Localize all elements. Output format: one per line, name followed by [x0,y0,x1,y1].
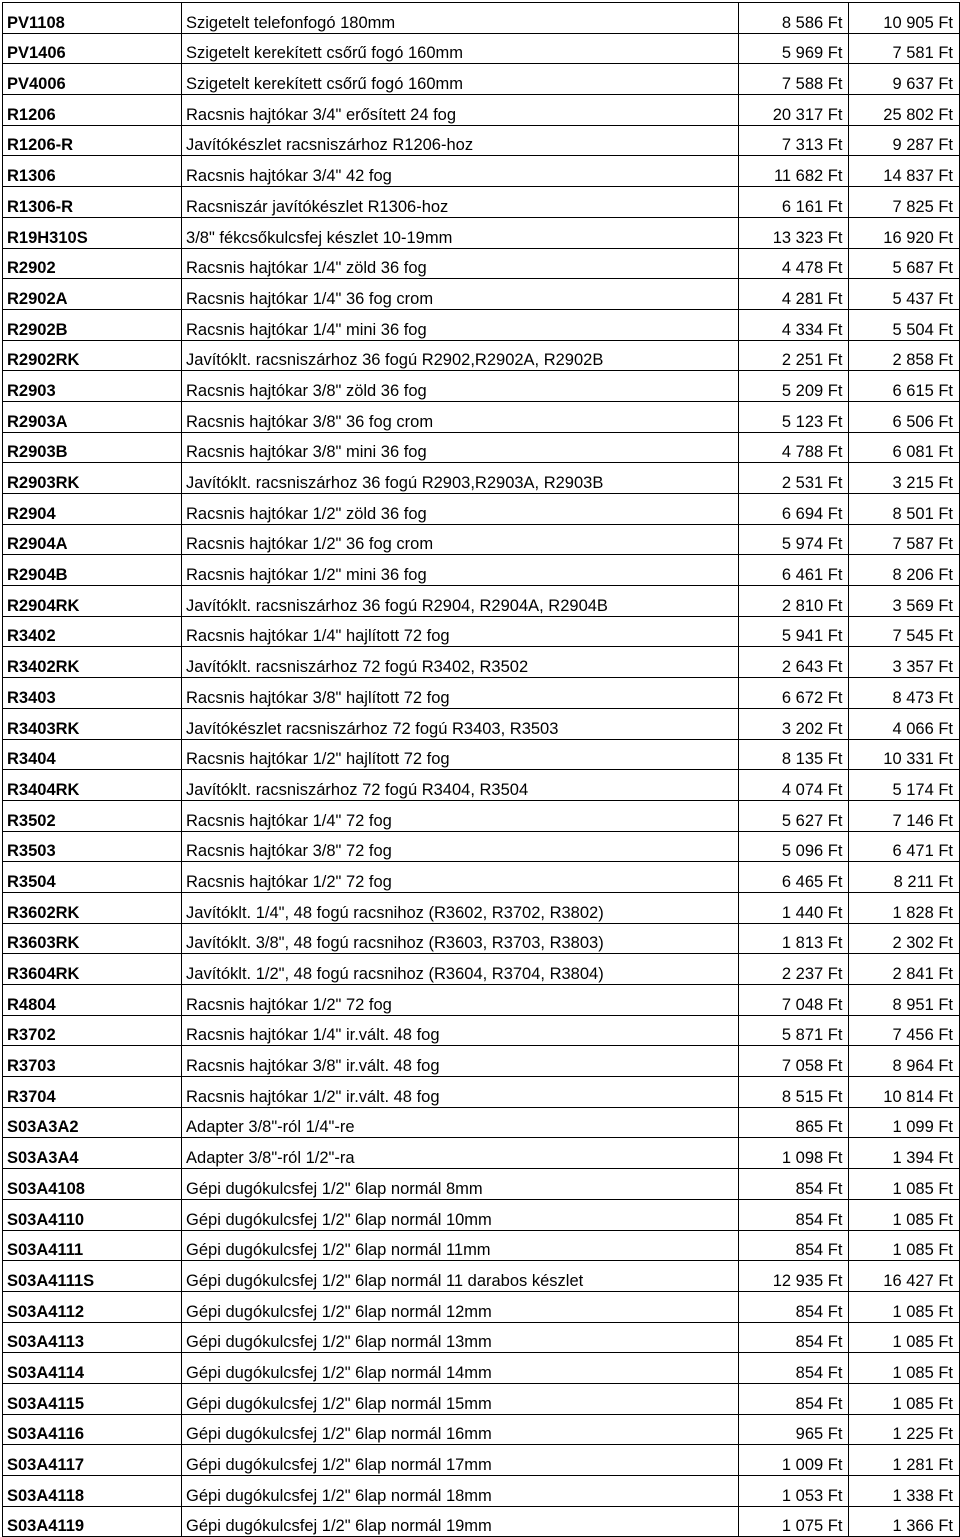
net-price-cell: 854 Ft [738,1291,849,1322]
gross-price-cell: 1 338 Ft [849,1476,960,1507]
product-description-cell: Javítóklt. 1/2", 48 fogú racsnihoz (R3604, R3704, R3804) [182,954,739,985]
table-row [3,800,960,831]
table-row [3,892,960,923]
net-price-cell: 1 813 Ft [738,923,849,954]
product-description-cell: Javítóklt. 1/4", 48 fogú racsnihoz (R3602, R3702, R3802) [182,892,739,923]
product-code-cell: R19H310S [3,217,182,248]
product-description-cell: Racsnis hajtókar 3/8" mini 36 fog [182,432,739,463]
net-price-cell: 4 334 Ft [738,309,849,340]
product-description-cell: Racsniszár javítókészlet R1306-hoz [182,187,739,218]
product-code-cell: S03A4110 [3,1199,182,1230]
net-price-cell: 2 643 Ft [738,647,849,678]
table-row [3,3,960,34]
net-price-cell: 6 465 Ft [738,862,849,893]
table-row [3,1107,960,1138]
gross-price-cell: 10 814 Ft [849,1077,960,1108]
gross-price-cell: 5 687 Ft [849,248,960,279]
table-row [3,340,960,371]
product-code-cell: S03A4115 [3,1383,182,1414]
product-description-cell: Javítókészlet racsniszárhoz 72 fogú R3403, R3503 [182,708,739,739]
product-description-cell: Racsnis hajtókar 1/4" mini 36 fog [182,309,739,340]
product-code-cell: R3604RK [3,954,182,985]
net-price-cell: 2 237 Ft [738,954,849,985]
table-row [3,187,960,218]
net-price-cell: 5 123 Ft [738,401,849,432]
product-code-cell: R1306-R [3,187,182,218]
product-description-cell: Javítókészlet racsniszárhoz R1206-hoz [182,125,739,156]
product-description-cell: Javítóklt. racsniszárhoz 36 fogú R2902,R2902A, R2902B [182,340,739,371]
product-code-cell: R3403 [3,678,182,709]
gross-price-cell: 8 964 Ft [849,1046,960,1077]
table-row [3,494,960,525]
product-description-cell: Racsnis hajtókar 3/8" 72 fog [182,831,739,862]
table-row [3,432,960,463]
product-description-cell: Racsnis hajtókar 3/8" ir.vált. 48 fog [182,1046,739,1077]
table-row [3,95,960,126]
table-row [3,371,960,402]
product-code-cell: R2903B [3,432,182,463]
product-description-cell: Racsnis hajtókar 1/4" ir.vált. 48 fog [182,1015,739,1046]
table-row [3,1476,960,1507]
product-description-cell: Racsnis hajtókar 1/4" zöld 36 fog [182,248,739,279]
product-code-cell: S03A4114 [3,1353,182,1384]
net-price-cell: 3 202 Ft [738,708,849,739]
product-description-cell: Racsnis hajtókar 1/2" 36 fog crom [182,524,739,555]
product-description-cell: Gépi dugókulcsfej 1/2" 6lap normál 12mm [182,1291,739,1322]
table-row [3,1015,960,1046]
net-price-cell: 12 935 Ft [738,1261,849,1292]
net-price-cell: 6 161 Ft [738,187,849,218]
gross-price-cell: 8 211 Ft [849,862,960,893]
gross-price-cell: 25 802 Ft [849,95,960,126]
gross-price-cell: 1 085 Ft [849,1199,960,1230]
net-price-cell: 854 Ft [738,1199,849,1230]
net-price-cell: 6 694 Ft [738,494,849,525]
gross-price-cell: 3 357 Ft [849,647,960,678]
product-description-cell: Szigetelt kerekített csőrű fogó 160mm [182,64,739,95]
net-price-cell: 4 478 Ft [738,248,849,279]
product-code-cell: S03A4108 [3,1169,182,1200]
gross-price-cell: 1 828 Ft [849,892,960,923]
gross-price-cell: 1 225 Ft [849,1414,960,1445]
table-row [3,1199,960,1230]
table-row [3,64,960,95]
gross-price-cell: 1 085 Ft [849,1169,960,1200]
gross-price-cell: 8 206 Ft [849,555,960,586]
product-code-cell: R2904RK [3,586,182,617]
gross-price-cell: 2 858 Ft [849,340,960,371]
net-price-cell: 7 058 Ft [738,1046,849,1077]
product-code-cell: R3502 [3,800,182,831]
gross-price-cell: 2 841 Ft [849,954,960,985]
product-code-cell: PV4006 [3,64,182,95]
product-code-cell: PV1108 [3,3,182,34]
table-row [3,401,960,432]
table-row [3,1291,960,1322]
table-row [3,248,960,279]
product-description-cell: Gépi dugókulcsfej 1/2" 6lap normál 18mm [182,1476,739,1507]
product-code-cell: R3703 [3,1046,182,1077]
product-code-cell: R3404RK [3,770,182,801]
product-description-cell: Racsnis hajtókar 1/4" hajlított 72 fog [182,616,739,647]
gross-price-cell: 10 331 Ft [849,739,960,770]
price-table [2,2,960,1537]
product-code-cell: S03A4116 [3,1414,182,1445]
product-code-cell: R2903RK [3,463,182,494]
gross-price-cell: 6 506 Ft [849,401,960,432]
product-description-cell: Javítóklt. 3/8", 48 fogú racsnihoz (R3603, R3703, R3803) [182,923,739,954]
net-price-cell: 4 074 Ft [738,770,849,801]
table-row [3,1169,960,1200]
product-code-cell: R1206-R [3,125,182,156]
product-code-cell: S03A4119 [3,1506,182,1537]
product-description-cell: Racsnis hajtókar 3/8" zöld 36 fog [182,371,739,402]
net-price-cell: 2 810 Ft [738,586,849,617]
product-code-cell: R3503 [3,831,182,862]
product-description-cell: Gépi dugókulcsfej 1/2" 6lap normál 13mm [182,1322,739,1353]
gross-price-cell: 4 066 Ft [849,708,960,739]
product-description-cell: Javítóklt. racsniszárhoz 72 fogú R3404, R3504 [182,770,739,801]
product-code-cell: R2904 [3,494,182,525]
net-price-cell: 1 098 Ft [738,1138,849,1169]
table-row [3,217,960,248]
net-price-cell: 854 Ft [738,1230,849,1261]
gross-price-cell: 3 569 Ft [849,586,960,617]
product-code-cell: R2902RK [3,340,182,371]
product-description-cell: Racsnis hajtókar 3/8" 36 fog crom [182,401,739,432]
net-price-cell: 13 323 Ft [738,217,849,248]
table-row [3,708,960,739]
net-price-cell: 5 627 Ft [738,800,849,831]
product-description-cell: Racsnis hajtókar 1/4" 72 fog [182,800,739,831]
net-price-cell: 7 313 Ft [738,125,849,156]
product-code-cell: S03A3A2 [3,1107,182,1138]
product-code-cell: R1206 [3,95,182,126]
gross-price-cell: 1 281 Ft [849,1445,960,1476]
product-code-cell: R3603RK [3,923,182,954]
product-description-cell: Racsnis hajtókar 1/2" 72 fog [182,985,739,1016]
table-row [3,862,960,893]
gross-price-cell: 14 837 Ft [849,156,960,187]
product-code-cell: S03A4113 [3,1322,182,1353]
net-price-cell: 5 096 Ft [738,831,849,862]
table-row [3,1046,960,1077]
net-price-cell: 1 009 Ft [738,1445,849,1476]
product-description-cell: Gépi dugókulcsfej 1/2" 6lap normál 16mm [182,1414,739,1445]
table-row [3,923,960,954]
gross-price-cell: 7 545 Ft [849,616,960,647]
product-code-cell: R2902A [3,279,182,310]
product-description-cell: Racsnis hajtókar 1/2" 72 fog [182,862,739,893]
product-description-cell: Gépi dugókulcsfej 1/2" 6lap normál 15mm [182,1383,739,1414]
product-description-cell: Adapter 3/8"-ról 1/2"-ra [182,1138,739,1169]
net-price-cell: 6 672 Ft [738,678,849,709]
gross-price-cell: 2 302 Ft [849,923,960,954]
net-price-cell: 6 461 Ft [738,555,849,586]
net-price-cell: 4 788 Ft [738,432,849,463]
table-row [3,309,960,340]
product-code-cell: R3702 [3,1015,182,1046]
table-row [3,1322,960,1353]
product-code-cell: R3402RK [3,647,182,678]
product-code-cell: S03A4111 [3,1230,182,1261]
product-code-cell: S03A4112 [3,1291,182,1322]
net-price-cell: 1 075 Ft [738,1506,849,1537]
product-description-cell: Gépi dugókulcsfej 1/2" 6lap normál 10mm [182,1199,739,1230]
net-price-cell: 5 871 Ft [738,1015,849,1046]
gross-price-cell: 8 501 Ft [849,494,960,525]
gross-price-cell: 1 366 Ft [849,1506,960,1537]
gross-price-cell: 1 085 Ft [849,1230,960,1261]
gross-price-cell: 7 581 Ft [849,33,960,64]
gross-price-cell: 1 085 Ft [849,1383,960,1414]
net-price-cell: 8 586 Ft [738,3,849,34]
net-price-cell: 965 Ft [738,1414,849,1445]
table-row [3,586,960,617]
product-description-cell: Szigetelt kerekített csőrű fogó 160mm [182,33,739,64]
product-description-cell: Racsnis hajtókar 1/2" zöld 36 fog [182,494,739,525]
net-price-cell: 1 440 Ft [738,892,849,923]
product-description-cell: Szigetelt telefonfogó 180mm [182,3,739,34]
product-description-cell: Gépi dugókulcsfej 1/2" 6lap normál 8mm [182,1169,739,1200]
product-description-cell: Racsnis hajtókar 1/2" hajlított 72 fog [182,739,739,770]
gross-price-cell: 7 146 Ft [849,800,960,831]
gross-price-cell: 16 427 Ft [849,1261,960,1292]
gross-price-cell: 5 174 Ft [849,770,960,801]
product-description-cell: 3/8" fékcsőkulcsfej készlet 10-19mm [182,217,739,248]
gross-price-cell: 3 215 Ft [849,463,960,494]
table-row [3,33,960,64]
table-row [3,1383,960,1414]
net-price-cell: 854 Ft [738,1353,849,1384]
net-price-cell: 865 Ft [738,1107,849,1138]
gross-price-cell: 8 473 Ft [849,678,960,709]
table-row [3,463,960,494]
net-price-cell: 8 135 Ft [738,739,849,770]
net-price-cell: 8 515 Ft [738,1077,849,1108]
gross-price-cell: 16 920 Ft [849,217,960,248]
product-code-cell: R3404 [3,739,182,770]
product-description-cell: Racsnis hajtókar 1/2" mini 36 fog [182,555,739,586]
gross-price-cell: 1 099 Ft [849,1107,960,1138]
product-code-cell: R3402 [3,616,182,647]
product-description-cell: Adapter 3/8"-ról 1/4"-re [182,1107,739,1138]
net-price-cell: 5 209 Ft [738,371,849,402]
table-row [3,125,960,156]
table-row [3,279,960,310]
product-description-cell: Javítóklt. racsniszárhoz 36 fogú R2903,R2903A, R2903B [182,463,739,494]
net-price-cell: 5 974 Ft [738,524,849,555]
gross-price-cell: 9 637 Ft [849,64,960,95]
gross-price-cell: 1 085 Ft [849,1353,960,1384]
table-row [3,1506,960,1537]
net-price-cell: 1 053 Ft [738,1476,849,1507]
product-code-cell: S03A4118 [3,1476,182,1507]
table-row [3,647,960,678]
net-price-cell: 11 682 Ft [738,156,849,187]
product-description-cell: Javítóklt. racsniszárhoz 36 fogú R2904, R2904A, R2904B [182,586,739,617]
gross-price-cell: 6 471 Ft [849,831,960,862]
net-price-cell: 5 969 Ft [738,33,849,64]
net-price-cell: 2 531 Ft [738,463,849,494]
net-price-cell: 7 048 Ft [738,985,849,1016]
table-row [3,985,960,1016]
table-row [3,739,960,770]
product-code-cell: R2904A [3,524,182,555]
table-row [3,1353,960,1384]
product-description-cell: Gépi dugókulcsfej 1/2" 6lap normál 11mm [182,1230,739,1261]
gross-price-cell: 1 085 Ft [849,1291,960,1322]
product-code-cell: R4804 [3,985,182,1016]
product-description-cell: Gépi dugókulcsfej 1/2" 6lap normál 19mm [182,1506,739,1537]
gross-price-cell: 5 437 Ft [849,279,960,310]
gross-price-cell: 6 081 Ft [849,432,960,463]
net-price-cell: 2 251 Ft [738,340,849,371]
table-row [3,1414,960,1445]
product-code-cell: PV1406 [3,33,182,64]
product-description-cell: Racsnis hajtókar 3/4" 42 fog [182,156,739,187]
net-price-cell: 7 588 Ft [738,64,849,95]
product-code-cell: R3704 [3,1077,182,1108]
table-row [3,156,960,187]
gross-price-cell: 10 905 Ft [849,3,960,34]
product-description-cell: Racsnis hajtókar 3/8" hajlított 72 fog [182,678,739,709]
product-code-cell: R2902B [3,309,182,340]
product-code-cell: R3504 [3,862,182,893]
table-row [3,1138,960,1169]
product-code-cell: S03A3A4 [3,1138,182,1169]
product-description-cell: Racsnis hajtókar 1/2" ir.vált. 48 fog [182,1077,739,1108]
table-row [3,1077,960,1108]
gross-price-cell: 7 456 Ft [849,1015,960,1046]
net-price-cell: 5 941 Ft [738,616,849,647]
table-row [3,678,960,709]
gross-price-cell: 9 287 Ft [849,125,960,156]
product-description-cell: Gépi dugókulcsfej 1/2" 6lap normál 14mm [182,1353,739,1384]
product-description-cell: Javítóklt. racsniszárhoz 72 fogú R3402, R3502 [182,647,739,678]
product-code-cell: R3602RK [3,892,182,923]
table-row [3,524,960,555]
product-code-cell: R2903A [3,401,182,432]
net-price-cell: 4 281 Ft [738,279,849,310]
product-code-cell: R2902 [3,248,182,279]
net-price-cell: 854 Ft [738,1383,849,1414]
gross-price-cell: 5 504 Ft [849,309,960,340]
gross-price-cell: 8 951 Ft [849,985,960,1016]
table-row [3,1445,960,1476]
table-row [3,616,960,647]
net-price-cell: 854 Ft [738,1322,849,1353]
net-price-cell: 20 317 Ft [738,95,849,126]
gross-price-cell: 6 615 Ft [849,371,960,402]
price-list-sheet [2,2,960,1537]
table-row [3,954,960,985]
table-row [3,555,960,586]
gross-price-cell: 1 394 Ft [849,1138,960,1169]
product-description-cell: Racsnis hajtókar 3/4" erősített 24 fog [182,95,739,126]
product-code-cell: S03A4117 [3,1445,182,1476]
product-description-cell: Gépi dugókulcsfej 1/2" 6lap normál 11 darabos készlet [182,1261,739,1292]
product-code-cell: S03A4111S [3,1261,182,1292]
gross-price-cell: 1 085 Ft [849,1322,960,1353]
net-price-cell: 854 Ft [738,1169,849,1200]
table-row [3,770,960,801]
gross-price-cell: 7 587 Ft [849,524,960,555]
price-table-body [3,3,960,1537]
product-code-cell: R3403RK [3,708,182,739]
product-description-cell: Gépi dugókulcsfej 1/2" 6lap normál 17mm [182,1445,739,1476]
table-row [3,831,960,862]
table-row [3,1261,960,1292]
table-row [3,1230,960,1261]
product-description-cell: Racsnis hajtókar 1/4" 36 fog crom [182,279,739,310]
gross-price-cell: 7 825 Ft [849,187,960,218]
product-code-cell: R1306 [3,156,182,187]
product-code-cell: R2904B [3,555,182,586]
product-code-cell: R2903 [3,371,182,402]
